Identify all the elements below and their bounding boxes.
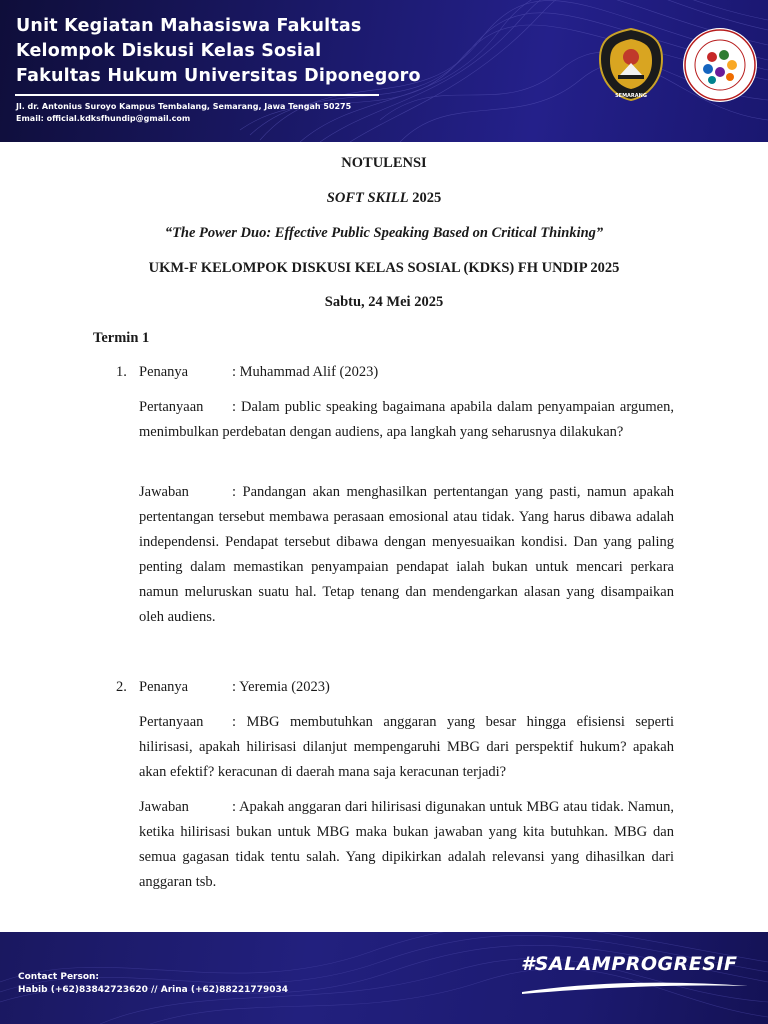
asker-row <box>139 364 378 381</box>
asker-value: : Muhammad Alif (2023) <box>232 364 379 380</box>
question-label: Pertanyaan <box>139 399 204 415</box>
header-title-line-2: Kelompok Diskusi Kelas Sosial <box>16 41 322 61</box>
question-label: Pertanyaan <box>139 714 204 730</box>
subtitle-year: 2025 <box>408 190 442 206</box>
header-divider <box>15 94 379 96</box>
question-text: : MBG membutuhkan anggaran yang besar hingga efisiensi seperti hilirisasi, apakah hilirisasi dilanjut mempengaruhi MBG dari perspektif hukum? apakah akan efektif? keracunan di daerah mana saja keracunan terjadi? <box>139 714 674 780</box>
header-email: Email: official.kdksfhundip@gmail.com <box>16 114 191 123</box>
question-paragraph <box>139 710 674 785</box>
header-title-line-1: Unit Kegiatan Mahasiswa Fakultas <box>16 16 362 36</box>
document-date: Sabtu, 24 Mei 2025 <box>324 294 444 310</box>
asker-label: Penanya <box>139 679 189 695</box>
document-subtitle <box>0 190 768 207</box>
letterhead-footer <box>0 932 768 1024</box>
question-text: : Dalam public speaking bagaimana apabila dalam penyampaian argumen, menimbulkan perdebatan dengan audiens, apa langkah yang seharusnya dilakukan? <box>139 399 674 440</box>
university-seal-icon <box>596 27 666 102</box>
theme-text: “The Power Duo: Effective Public Speaking Based on Critical Thinking” <box>164 225 604 241</box>
question-number: 1. <box>116 364 127 380</box>
answer-paragraph <box>139 795 674 895</box>
kdks-logo-icon <box>682 27 758 103</box>
asker-value: : Yeremia (2023) <box>232 679 330 695</box>
asker-row <box>139 679 330 696</box>
answer-label: Jawaban <box>139 799 189 815</box>
document-title: NOTULENSI <box>341 155 427 171</box>
swoosh-icon <box>520 978 750 998</box>
answer-text: : Pandangan akan menghasilkan pertentangan yang pasti, namun apakah pertentangan tersebut membawa perasaan emosional atau tidak. Yang harus dibawa adalah independensi. Pendapat tersebut dibawa dengan menyesuaikan kondisi. Dan yang paling penting dalam memastikan penyampaian pendapat ialah bukan untuk mencari perkara namun meluruskan suatu hal. Tetap tenang dan mendengarkan alasan yang disampaikan oleh audiens. <box>139 484 674 625</box>
document-theme <box>0 225 768 242</box>
answer-text: : Apakah anggaran dari hilirisasi digunakan untuk MBG atau tidak. Namun, ketika hilirisasi bukan untuk MBG maka bukan jawaban yang kita butuhkan. MBG dan semua gagasan tidak tentu salah. Yang dipikirkan adalah relevansi yang dihasilkan dari anggaran tsb. <box>139 799 674 890</box>
question-paragraph <box>139 395 674 445</box>
contact-people: Habib (+62)83842723620 // Arina (+62)88221779034 <box>18 985 289 995</box>
question-number: 2. <box>116 679 127 695</box>
subtitle-italic: SOFT SKILL <box>326 190 409 206</box>
answer-label: Jawaban <box>139 484 189 500</box>
section-heading: Termin 1 <box>93 330 150 346</box>
letterhead-header <box>0 0 768 142</box>
contact-label: Contact Person: <box>18 972 100 982</box>
header-address: Jl. dr. Antonius Suroyo Kampus Tembalang, Semarang, Jawa Tengah 50275 <box>16 102 352 111</box>
hashtag-slogan: #SALAMPROGRESIF <box>521 953 738 975</box>
document-organizer: UKM-F KELOMPOK DISKUSI KELAS SOSIAL (KDKS) FH UNDIP 2025 <box>148 260 620 276</box>
asker-label: Penanya <box>139 364 189 380</box>
answer-paragraph <box>139 480 674 630</box>
svg-text:SEMARANG: SEMARANG <box>615 93 647 99</box>
header-title-line-3: Fakultas Hukum Universitas Diponegoro <box>16 66 421 86</box>
